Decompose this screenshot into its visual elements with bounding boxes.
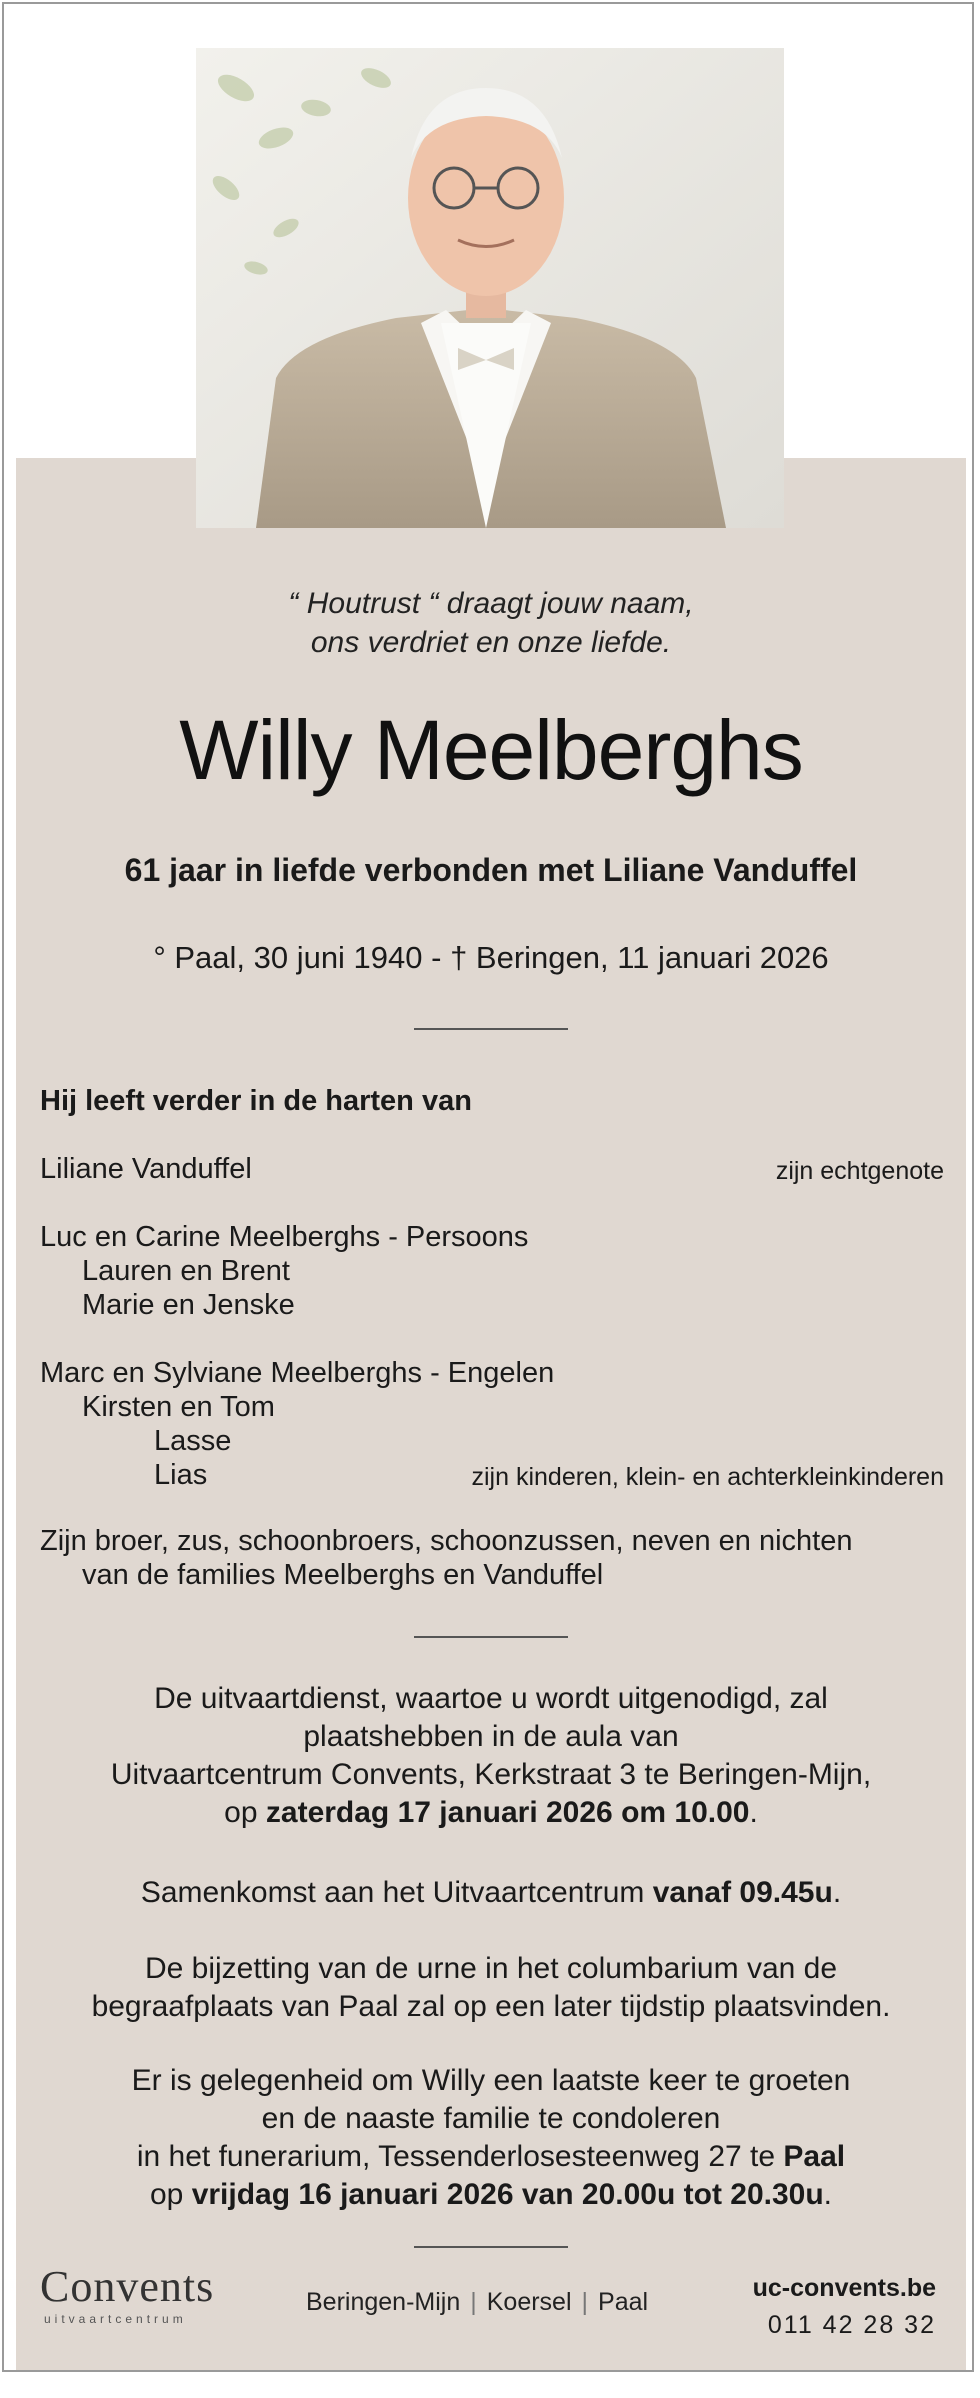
viewing-line-3-prefix: in het funerarium, Tessenderlosesteenweg 27 te xyxy=(136,2140,784,2173)
extended-line-1: Zijn broer, zus, schoonbroers, schoonzussen, neven en nichten xyxy=(40,1525,853,1557)
location-3: Paal xyxy=(598,2288,649,2316)
service-date-time: zaterdag 17 januari 2026 om 10.00 xyxy=(265,1796,750,1829)
family1-child-2: Marie en Jenske xyxy=(82,1289,295,1321)
spouse-name: Liliane Vanduffel xyxy=(40,1153,252,1185)
locations xyxy=(306,2288,648,2317)
separator-2: | xyxy=(581,2288,589,2316)
divider-1 xyxy=(414,1028,568,1030)
funeral-service-paragraph xyxy=(16,1680,966,1832)
children-relation: zijn kinderen, klein- en achterkleinkinderen xyxy=(471,1463,944,1491)
portrait-icon xyxy=(196,48,784,528)
gathering-suffix: . xyxy=(832,1876,842,1909)
viewing-line-4-prefix: op xyxy=(149,2178,192,2211)
location-2: Koersel xyxy=(486,2288,572,2316)
urn-line-2: begraafplaats van Paal zal op een later tijdstip plaatsvinden. xyxy=(91,1990,891,2023)
viewing-place: Paal xyxy=(783,2140,846,2173)
service-line-1: De uitvaartdienst, waartoe u wordt uitgenodigd, zal xyxy=(154,1682,828,1715)
marriage-line: 61 jaar in liefde verbonden met Liliane Vanduffel xyxy=(124,852,858,888)
viewing-line-1: Er is gelegenheid om Willy een laatste keer te groeten xyxy=(131,2064,851,2097)
viewing-date-time: vrijdag 16 januari 2026 van 20.00u tot 20.30u xyxy=(191,2178,824,2211)
website: uc-convents.be xyxy=(752,2274,936,2302)
birth-death-dates: ° Paal, 30 juni 1940 - † Beringen, 11 januari 2026 xyxy=(153,940,829,975)
viewing-line-4 xyxy=(16,2176,966,2214)
contact-block xyxy=(753,2274,936,2340)
divider-2 xyxy=(414,1636,568,1638)
memorial-quote xyxy=(16,584,966,662)
viewing-line-3 xyxy=(16,2138,966,2176)
survivors-heading: Hij leeft verder in de harten van xyxy=(40,1085,472,1117)
family2-grandchild-1: Lasse xyxy=(154,1425,232,1457)
survivors-section xyxy=(40,1084,944,1604)
footer xyxy=(16,2262,966,2362)
family2-parents: Marc en Sylviane Meelberghs - Engelen xyxy=(40,1357,555,1389)
family2-grandchild-2: Lias xyxy=(154,1459,208,1491)
service-line-4-prefix: op xyxy=(224,1796,266,1829)
divider-3 xyxy=(414,2246,568,2248)
gathering-time: vanaf 09.45u xyxy=(652,1876,833,1909)
service-line-4 xyxy=(16,1794,966,1832)
viewing-line-4-suffix: . xyxy=(823,2178,833,2211)
separator-1: | xyxy=(470,2288,477,2316)
service-line-3: Uitvaartcentrum Convents, Kerkstraat 3 te Beringen-Mijn, xyxy=(110,1758,872,1791)
deceased-name: Willy Meelberghs xyxy=(179,703,803,797)
quote-line-1: “ Houtrust “ draagt jouw naam, xyxy=(288,587,694,620)
gathering-paragraph xyxy=(16,1874,966,1912)
logo-wordmark: Convents xyxy=(40,2262,215,2311)
portrait-photo xyxy=(196,48,784,528)
logo-tagline: uitvaartcentrum xyxy=(44,2312,187,2326)
viewing-paragraph xyxy=(16,2062,966,2214)
viewing-line-2: en de naaste familie te condoleren xyxy=(261,2102,721,2135)
urn-line-1: De bijzetting van de urne in het columbarium van de xyxy=(144,1952,838,1985)
spouse-relation: zijn echtgenote xyxy=(775,1157,944,1185)
family1-child-1: Lauren en Brent xyxy=(82,1255,290,1287)
urn-paragraph xyxy=(16,1950,966,2026)
gathering-line xyxy=(16,1874,966,1912)
quote-line-2: ons verdriet en onze liefde. xyxy=(310,626,672,659)
convents-logo xyxy=(40,2262,214,2326)
location-1: Beringen-Mijn xyxy=(306,2288,461,2316)
extended-line-2: van de families Meelberghs en Vanduffel xyxy=(82,1559,604,1591)
family2-child-1: Kirsten en Tom xyxy=(82,1391,275,1423)
phone-number: 011 42 28 32 xyxy=(767,2311,936,2339)
service-line-4-suffix: . xyxy=(749,1796,758,1829)
service-line-2: plaatshebben in de aula van xyxy=(303,1720,679,1753)
gathering-prefix: Samenkomst aan het Uitvaartcentrum xyxy=(140,1876,653,1909)
family1-parents: Luc en Carine Meelberghs - Persoons xyxy=(40,1221,529,1253)
